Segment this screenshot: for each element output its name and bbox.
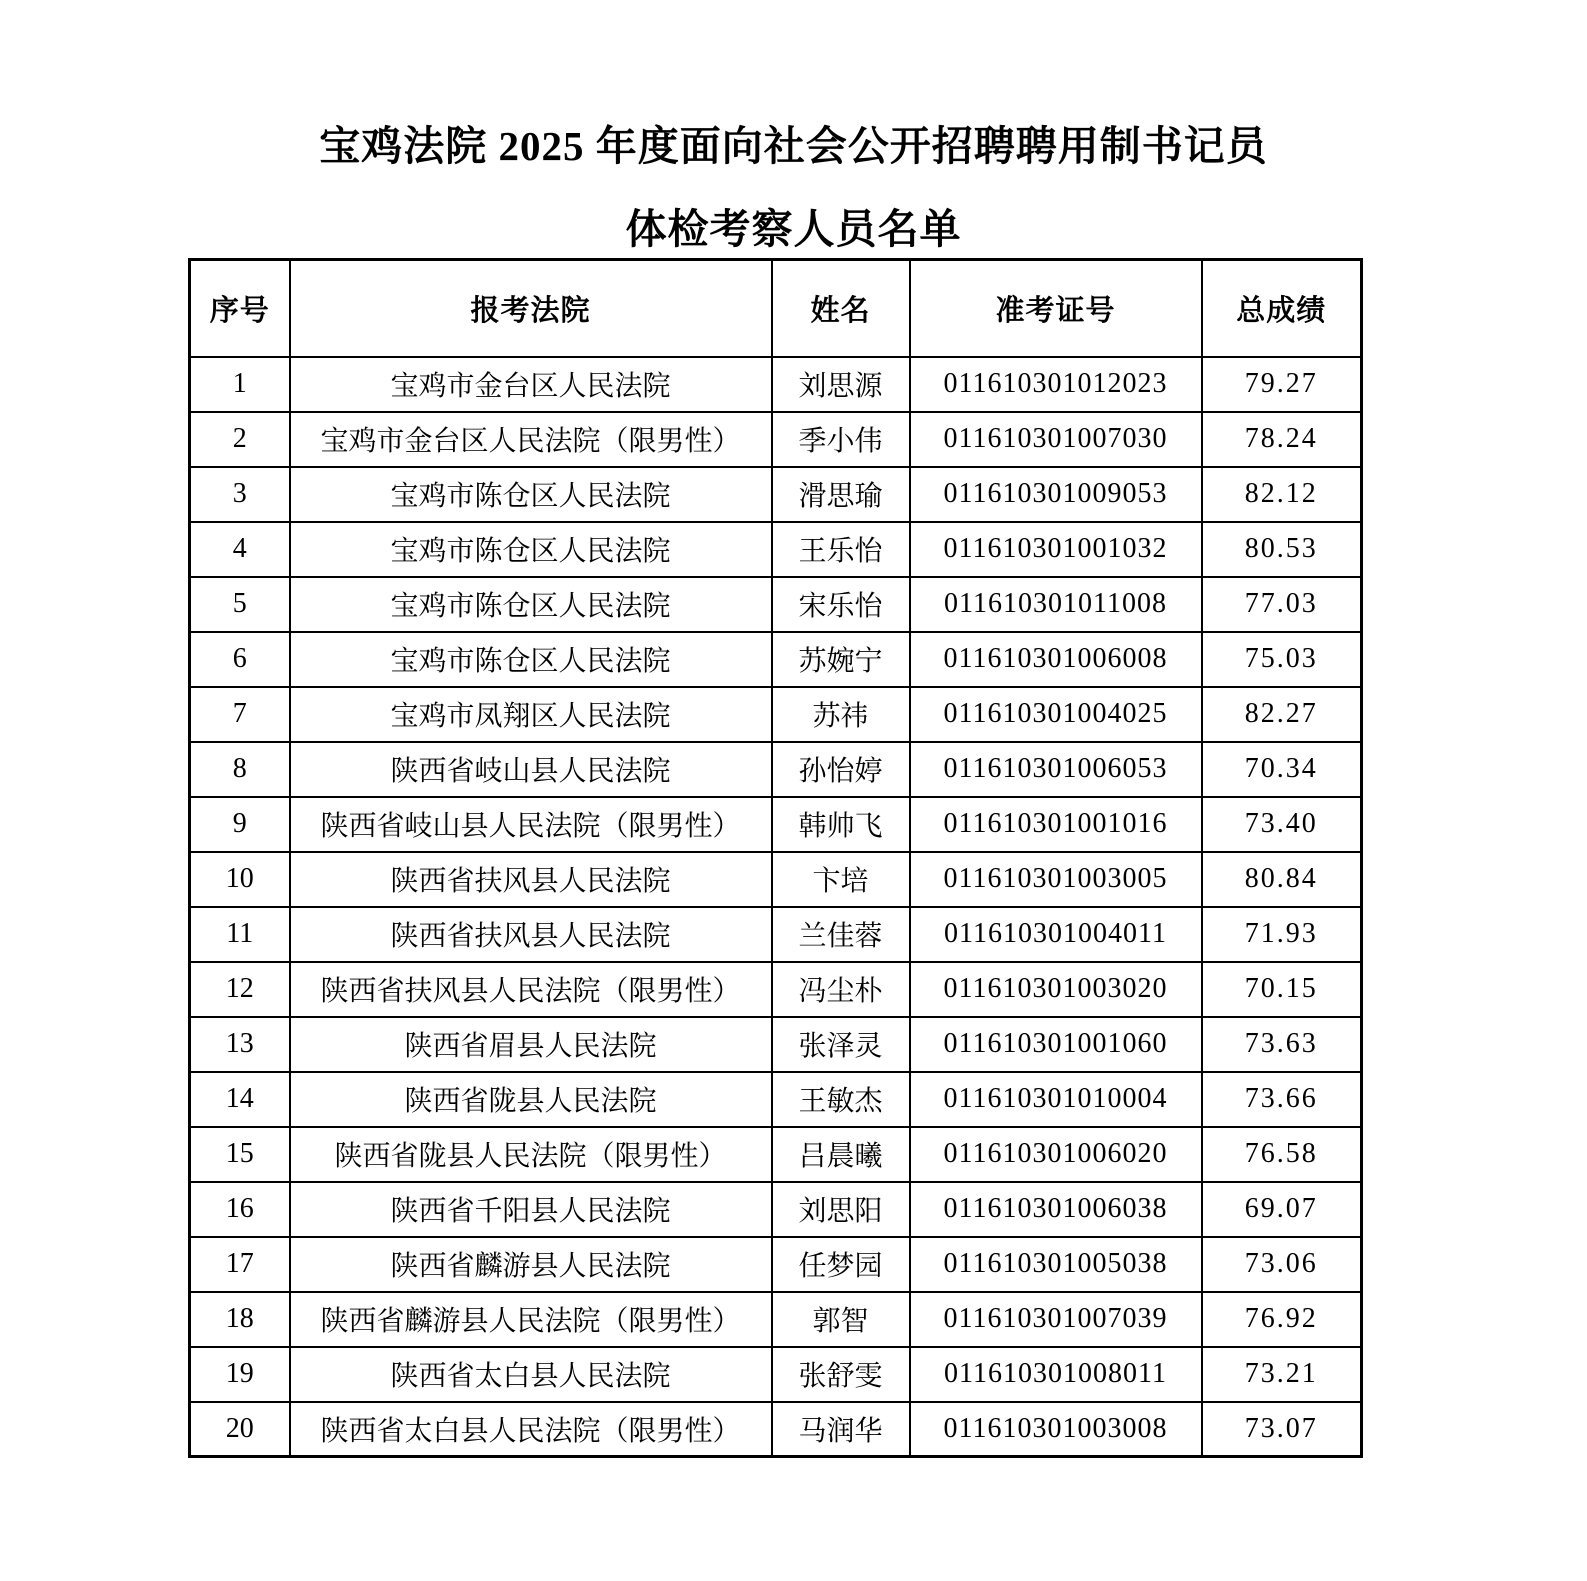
cell-name: 宋乐怡 (772, 577, 910, 632)
cell-serial-number: 20 (190, 1402, 290, 1457)
cell-ticket-number: 011610301001032 (910, 522, 1202, 577)
cell-serial-number: 11 (190, 907, 290, 962)
cell-ticket-number: 011610301004025 (910, 687, 1202, 742)
col-header-court-applied: 报考法院 (290, 260, 772, 357)
cell-ticket-number: 011610301003008 (910, 1402, 1202, 1457)
cell-ticket-number: 011610301003005 (910, 852, 1202, 907)
cell-court-applied: 陕西省扶风县人民法院（限男性） (290, 962, 772, 1017)
cell-ticket-number: 011610301006008 (910, 632, 1202, 687)
cell-ticket-number: 011610301006020 (910, 1127, 1202, 1182)
cell-name: 季小伟 (772, 412, 910, 467)
cell-court-applied: 宝鸡市金台区人民法院（限男性） (290, 412, 772, 467)
cell-serial-number: 2 (190, 412, 290, 467)
cell-court-applied: 陕西省扶风县人民法院 (290, 852, 772, 907)
cell-ticket-number: 011610301001060 (910, 1017, 1202, 1072)
cell-serial-number: 5 (190, 577, 290, 632)
cell-court-applied: 宝鸡市金台区人民法院 (290, 357, 772, 412)
cell-court-applied: 宝鸡市陈仓区人民法院 (290, 467, 772, 522)
cell-court-applied: 陕西省扶风县人民法院 (290, 907, 772, 962)
table-header-row (190, 260, 1362, 357)
table-row (190, 412, 1362, 467)
cell-name: 孙怡婷 (772, 742, 910, 797)
cell-ticket-number: 011610301006038 (910, 1182, 1202, 1237)
table-row (190, 632, 1362, 687)
cell-total-score: 70.15 (1202, 962, 1362, 1017)
cell-total-score: 73.63 (1202, 1017, 1362, 1072)
cell-serial-number: 18 (190, 1292, 290, 1347)
cell-name: 任梦园 (772, 1237, 910, 1292)
table-row (190, 687, 1362, 742)
col-header-name: 姓名 (772, 260, 910, 357)
cell-court-applied: 陕西省陇县人民法院 (290, 1072, 772, 1127)
cell-name: 刘思阳 (772, 1182, 910, 1237)
table-row (190, 357, 1362, 412)
table-row (190, 1182, 1362, 1237)
cell-serial-number: 14 (190, 1072, 290, 1127)
cell-total-score: 80.53 (1202, 522, 1362, 577)
table-row (190, 1237, 1362, 1292)
cell-court-applied: 陕西省岐山县人民法院 (290, 742, 772, 797)
cell-total-score: 76.58 (1202, 1127, 1362, 1182)
candidates-table (188, 258, 1363, 1458)
cell-ticket-number: 011610301012023 (910, 357, 1202, 412)
cell-serial-number: 7 (190, 687, 290, 742)
cell-name: 马润华 (772, 1402, 910, 1457)
cell-court-applied: 陕西省太白县人民法院 (290, 1347, 772, 1402)
cell-name: 王敏杰 (772, 1072, 910, 1127)
table-row (190, 1072, 1362, 1127)
cell-serial-number: 3 (190, 467, 290, 522)
cell-name: 兰佳蓉 (772, 907, 910, 962)
cell-serial-number: 17 (190, 1237, 290, 1292)
cell-court-applied: 陕西省千阳县人民法院 (290, 1182, 772, 1237)
cell-total-score: 70.34 (1202, 742, 1362, 797)
cell-court-applied: 宝鸡市凤翔区人民法院 (290, 687, 772, 742)
cell-total-score: 73.66 (1202, 1072, 1362, 1127)
cell-ticket-number: 011610301010004 (910, 1072, 1202, 1127)
table-row (190, 467, 1362, 522)
table-row (190, 797, 1362, 852)
table-row (190, 1402, 1362, 1457)
cell-total-score: 73.21 (1202, 1347, 1362, 1402)
table-body (190, 357, 1362, 1457)
cell-serial-number: 12 (190, 962, 290, 1017)
col-header-ticket-number: 准考证号 (910, 260, 1202, 357)
cell-court-applied: 宝鸡市陈仓区人民法院 (290, 522, 772, 577)
table-row (190, 1017, 1362, 1072)
cell-total-score: 78.24 (1202, 412, 1362, 467)
cell-court-applied: 陕西省麟游县人民法院 (290, 1237, 772, 1292)
cell-total-score: 82.12 (1202, 467, 1362, 522)
table-row (190, 1292, 1362, 1347)
cell-name: 张舒雯 (772, 1347, 910, 1402)
cell-ticket-number: 011610301011008 (910, 577, 1202, 632)
cell-serial-number: 13 (190, 1017, 290, 1072)
table-row (190, 1347, 1362, 1402)
cell-serial-number: 19 (190, 1347, 290, 1402)
cell-total-score: 77.03 (1202, 577, 1362, 632)
cell-court-applied: 陕西省眉县人民法院 (290, 1017, 772, 1072)
cell-ticket-number: 011610301007030 (910, 412, 1202, 467)
cell-total-score: 73.07 (1202, 1402, 1362, 1457)
cell-court-applied: 宝鸡市陈仓区人民法院 (290, 632, 772, 687)
cell-name: 韩帅飞 (772, 797, 910, 852)
document-title-line1: 宝鸡法院 2025 年度面向社会公开招聘聘用制书记员 (319, 123, 1268, 169)
table-row (190, 907, 1362, 962)
table-row (190, 1127, 1362, 1182)
table-row (190, 742, 1362, 797)
cell-ticket-number: 011610301008011 (910, 1347, 1202, 1402)
cell-name: 王乐怡 (772, 522, 910, 577)
cell-name: 郭智 (772, 1292, 910, 1347)
cell-name: 冯尘朴 (772, 962, 910, 1017)
cell-name: 苏祎 (772, 687, 910, 742)
cell-ticket-number: 011610301001016 (910, 797, 1202, 852)
cell-court-applied: 陕西省岐山县人民法院（限男性） (290, 797, 772, 852)
table-row (190, 522, 1362, 577)
table-row (190, 962, 1362, 1017)
cell-ticket-number: 011610301009053 (910, 467, 1202, 522)
cell-name: 吕晨曦 (772, 1127, 910, 1182)
document-title-line2: 体检考察人员名单 (625, 206, 962, 252)
cell-serial-number: 8 (190, 742, 290, 797)
cell-court-applied: 陕西省太白县人民法院（限男性） (290, 1402, 772, 1457)
cell-total-score: 73.40 (1202, 797, 1362, 852)
cell-serial-number: 1 (190, 357, 290, 412)
cell-total-score: 75.03 (1202, 632, 1362, 687)
cell-total-score: 69.07 (1202, 1182, 1362, 1237)
col-header-serial-number: 序号 (190, 260, 290, 357)
col-header-total-score: 总成绩 (1202, 260, 1362, 357)
cell-serial-number: 15 (190, 1127, 290, 1182)
cell-court-applied: 陕西省陇县人民法院（限男性） (290, 1127, 772, 1182)
cell-total-score: 79.27 (1202, 357, 1362, 412)
cell-total-score: 73.06 (1202, 1237, 1362, 1292)
cell-serial-number: 4 (190, 522, 290, 577)
cell-serial-number: 6 (190, 632, 290, 687)
table-row (190, 852, 1362, 907)
cell-name: 滑思瑜 (772, 467, 910, 522)
cell-ticket-number: 011610301003020 (910, 962, 1202, 1017)
cell-name: 卞培 (772, 852, 910, 907)
cell-name: 刘思源 (772, 357, 910, 412)
cell-ticket-number: 011610301004011 (910, 907, 1202, 962)
cell-serial-number: 9 (190, 797, 290, 852)
cell-serial-number: 16 (190, 1182, 290, 1237)
cell-ticket-number: 011610301005038 (910, 1237, 1202, 1292)
cell-total-score: 76.92 (1202, 1292, 1362, 1347)
cell-court-applied: 陕西省麟游县人民法院（限男性） (290, 1292, 772, 1347)
cell-ticket-number: 011610301007039 (910, 1292, 1202, 1347)
cell-court-applied: 宝鸡市陈仓区人民法院 (290, 577, 772, 632)
cell-ticket-number: 011610301006053 (910, 742, 1202, 797)
cell-total-score: 80.84 (1202, 852, 1362, 907)
cell-total-score: 82.27 (1202, 687, 1362, 742)
table-row (190, 577, 1362, 632)
cell-serial-number: 10 (190, 852, 290, 907)
cell-name: 苏婉宁 (772, 632, 910, 687)
cell-total-score: 71.93 (1202, 907, 1362, 962)
cell-name: 张泽灵 (772, 1017, 910, 1072)
